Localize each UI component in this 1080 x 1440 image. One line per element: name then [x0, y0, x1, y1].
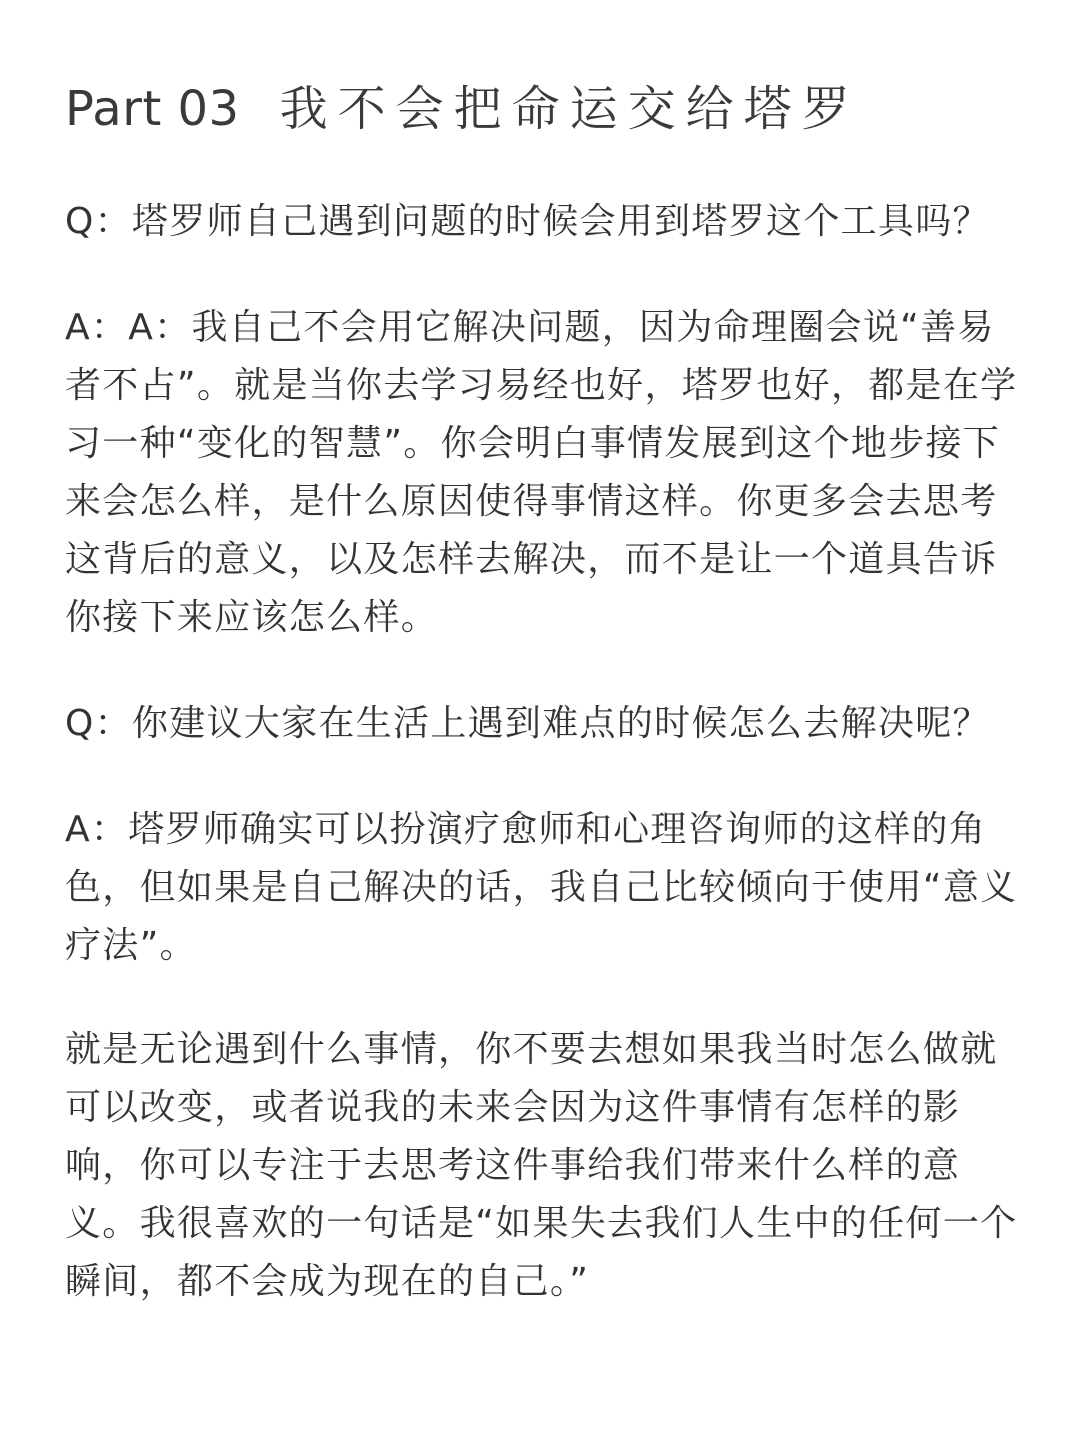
- question-paragraph: Q：塔罗师自己遇到问题的时候会用到塔罗这个工具吗？: [65, 201, 990, 242]
- question-paragraph: Q：你建议大家在生活上遇到难点的时候怎么去解决呢？: [65, 703, 990, 744]
- section-heading: [65, 78, 860, 140]
- answer-paragraph: A：A：我自己不会用它解决问题，因为命理圈会说“善易者不占”。就是当你去学习易经也好，塔罗也好，都是在学习一种“变化的智慧”。你会明白事情发展到这个地步接下来会怎么样，是什么原因使得事情这样。你更多会去思考这背后的意义，以及怎样去解决，而不是让一个道具告诉你接下来应该怎么样。: [65, 307, 1018, 638]
- part-number: Part 03: [65, 81, 240, 137]
- body-paragraph: 就是无论遇到什么事情，你不要去想如果我当时怎么做就可以改变，或者说我的未来会因为这件事情有怎样的影响，你可以专注于去思考这件事给我们带来什么样的意义。我很喜欢的一句话是“如果失去我们人生中的任何一个瞬间，都不会成为现在的自己。”: [65, 1029, 1018, 1302]
- section-title: 我不会把命运交给塔罗: [279, 81, 860, 137]
- answer-paragraph: A：塔罗师确实可以扮演疗愈师和心理咨询师的这样的角色，但如果是自己解决的话，我自己比较倾向于使用“意义疗法”。: [65, 809, 1018, 966]
